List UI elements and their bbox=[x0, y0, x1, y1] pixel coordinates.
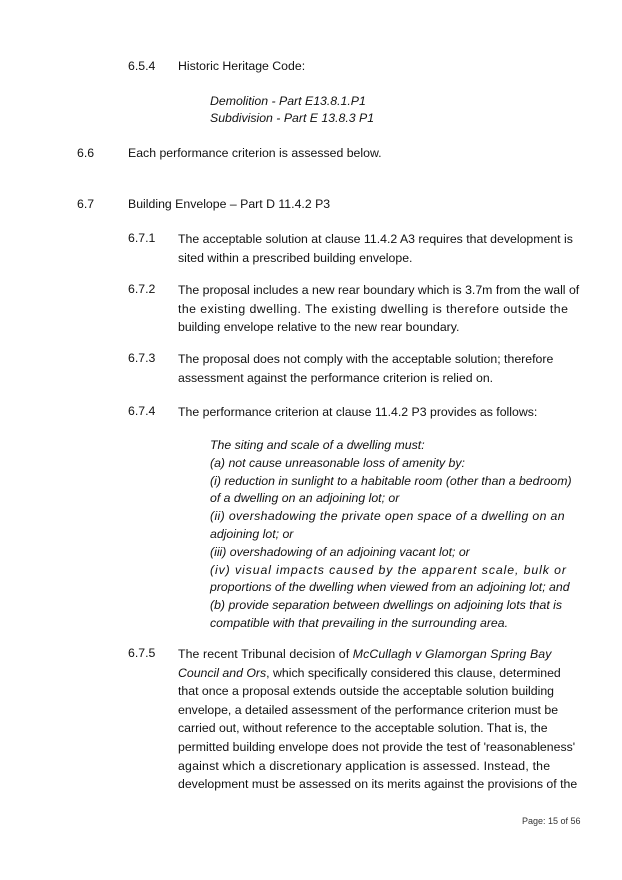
paragraph-line: envelope, a detailed assessment of the performance criterion must be bbox=[178, 702, 559, 717]
paragraph-6-7-3 bbox=[178, 350, 578, 387]
heritage-item-subdivision: Subdivision - Part E 13.8.3 P1 bbox=[210, 111, 375, 125]
quote-line: of a dwelling on an adjoining lot; or bbox=[210, 491, 400, 506]
paragraph-text: The recent Tribunal decision of bbox=[178, 647, 353, 661]
paragraph-line: building envelope relative to the new rear boundary. bbox=[178, 320, 460, 335]
paragraph-line: carried out, without reference to the acceptable solution. That is, the bbox=[178, 721, 548, 736]
section-title-6-5-4: Historic Heritage Code: bbox=[178, 59, 306, 73]
quote-line: (ii) overshadowing the private open space of a dwelling on an bbox=[210, 509, 565, 524]
paragraph-6-7-1 bbox=[178, 230, 578, 267]
quote-line: (a) not cause unreasonable loss of amenity by: bbox=[210, 455, 465, 470]
paragraph-line: against which a discretionary application is assessed. Instead, the bbox=[178, 758, 551, 773]
section-number-6-7-4: 6.7.4 bbox=[128, 404, 156, 418]
paragraph-6-7-4 bbox=[178, 403, 578, 422]
section-text-6-6: Each performance criterion is assessed below. bbox=[128, 146, 382, 160]
section-number-6-6: 6.6 bbox=[77, 146, 95, 160]
section-number-6-5-4: 6.5.4 bbox=[128, 59, 156, 73]
quote-line: (i) reduction in sunlight to a habitable room (other than a bedroom) bbox=[210, 473, 572, 488]
section-number-6-7-5: 6.7.5 bbox=[128, 646, 156, 660]
quote-line: (iii) overshadowing of an adjoining vacant lot; or bbox=[210, 544, 470, 559]
section-number-6-7: 6.7 bbox=[77, 197, 95, 211]
paragraph-6-7-2 bbox=[178, 281, 578, 337]
paragraph-line: The acceptable solution at clause 11.4.2 A3 requires that development is bbox=[178, 232, 573, 246]
paragraph-line: development must be assessed on its merits against the provisions of the bbox=[178, 777, 578, 792]
section-number-6-7-3: 6.7.3 bbox=[128, 351, 156, 365]
paragraph-line: sited within a prescribed building envelope. bbox=[178, 250, 413, 265]
paragraph-line: permitted building envelope does not provide the test of 'reasonableness' bbox=[178, 739, 576, 754]
quote-line: proportions of the dwelling when viewed from an adjoining lot; and bbox=[210, 580, 570, 595]
paragraph-line: the existing dwelling. The existing dwelling is therefore outside the bbox=[178, 301, 569, 316]
case-name-continued: Council and Ors bbox=[178, 665, 267, 680]
section-number-6-7-1: 6.7.1 bbox=[128, 231, 156, 245]
section-heading-6-7: Building Envelope – Part D 11.4.2 P3 bbox=[128, 197, 331, 211]
heritage-item-demolition: Demolition - Part E13.8.1.P1 bbox=[210, 94, 366, 108]
paragraph-line: The proposal does not comply with the acceptable solution; therefore bbox=[178, 352, 554, 366]
quote-line: (iv) visual impacts caused by the apparent scale, bulk or bbox=[210, 562, 567, 577]
performance-criterion-quote bbox=[210, 437, 580, 633]
section-number-6-7-2: 6.7.2 bbox=[128, 282, 156, 296]
paragraph-line: assessment against the performance criterion is relied on. bbox=[178, 370, 494, 385]
paragraph-line: The performance criterion at clause 11.4.2 P3 provides as follows: bbox=[178, 405, 538, 419]
paragraph-line: that once a proposal extends outside the acceptable solution building bbox=[178, 684, 555, 699]
quote-line: compatible with that prevailing in the surrounding area. bbox=[210, 615, 509, 630]
paragraph-line: The proposal includes a new rear boundary which is 3.7m from the wall of bbox=[178, 283, 580, 297]
quote-line: The siting and scale of a dwelling must: bbox=[210, 438, 425, 452]
quote-line: adjoining lot; or bbox=[210, 526, 294, 541]
paragraph-line bbox=[178, 664, 578, 683]
paragraph-text: , which specifically considered this clause, determined bbox=[266, 665, 561, 680]
case-name: McCullagh v Glamorgan Spring Bay bbox=[352, 647, 552, 661]
paragraph-6-7-5 bbox=[178, 645, 578, 794]
page-number: Page: 15 of 56 bbox=[522, 816, 581, 826]
paragraph-line bbox=[178, 645, 578, 664]
quote-line: (b) provide separation between dwellings on adjoining lots that is bbox=[210, 598, 563, 613]
